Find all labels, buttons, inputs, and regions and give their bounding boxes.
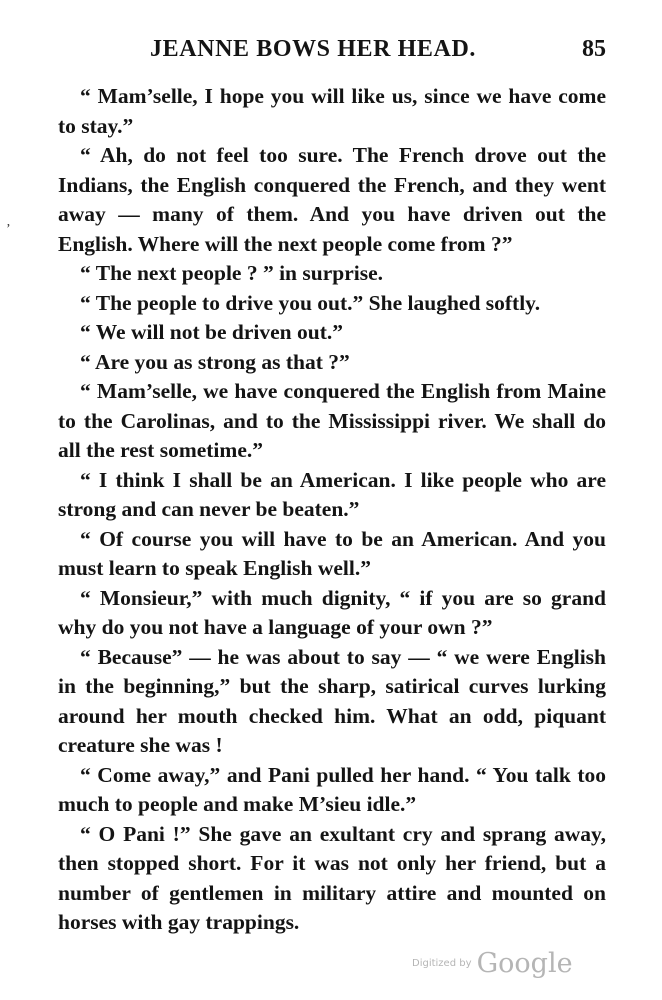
page-number: 85 <box>582 36 606 62</box>
paragraph: “ Are you as strong as that ?” <box>80 349 350 374</box>
paragraph: “ Monsieur,” with much dignity, “ if you are so grand why do you not have a language of your own ?” <box>58 585 606 639</box>
paragraph: “ Ah, do not feel too sure. The French drove out the Indians, the English conquered the French, and they went away — many of them. And you have driven out the English. Where will the next people come from ?” <box>58 143 606 256</box>
paragraph: “ We will not be driven out.” <box>80 320 343 344</box>
body-text <box>58 82 606 938</box>
paragraph: “ Mam’selle, we have conquered the English from Maine to the Carolinas, and to the Mississippi river. We shall do all the rest sometime.” <box>58 379 606 462</box>
running-head: JEANNE BOWS HER HEAD. <box>150 36 476 62</box>
paragraph: “ Because” — he was about to say — “ we were English in the beginning,” but the sharp, satirical curves lurking around her mouth checked him. What an odd, piquant creature she was ! <box>58 644 606 757</box>
paragraph: “ The next people ? ” in surprise. <box>80 261 384 285</box>
paragraph: “ The people to drive you out.” She laughed softly. <box>80 290 541 315</box>
paragraph: “ Of course you will have to be an American. And you must learn to speak English well.” <box>58 526 606 580</box>
margin-mark: ’ <box>6 222 11 237</box>
paragraph: “ O Pani !” She gave an exultant cry and sprang away, then stopped short. For it was not only her friend, but a number of gentlemen in military attire and mounted on horses with gay trappings. <box>58 821 606 934</box>
paragraph: “ I think I shall be an American. I like people who are strong and can never be beaten.” <box>58 467 606 521</box>
watermark-prefix: Digitized by <box>412 958 472 969</box>
page-header <box>58 36 606 68</box>
digitized-watermark <box>412 948 573 979</box>
paragraph: “ Come away,” and Pani pulled her hand. “ You talk too much to people and make M’sieu idle.” <box>58 762 606 816</box>
paragraph: “ Mam’selle, I hope you will like us, since we have come to stay.” <box>58 84 606 138</box>
watermark-brand: Google <box>476 948 573 979</box>
